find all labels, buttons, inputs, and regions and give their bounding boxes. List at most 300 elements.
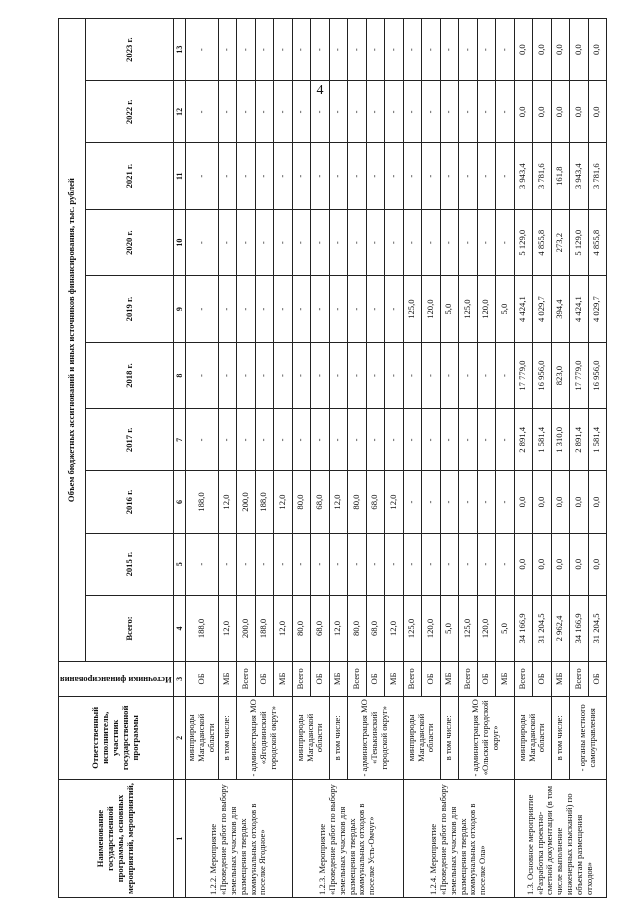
year-value-cell: - — [403, 81, 422, 143]
total-value-cell: 31 204,5 — [588, 595, 607, 661]
year-value-cell: 188,0 — [185, 471, 218, 533]
program-name-cell: 1.2.2. Мероприятие «Проведение работ по выбору земельных участков для размещения твердых коммунальных отходов в поселке Ягодное» — [185, 780, 292, 898]
year-value-cell: 0,0 — [588, 471, 607, 533]
year-value-cell: - — [292, 276, 311, 342]
total-value-cell: 120,0 — [477, 595, 496, 661]
year-value-cell: - — [329, 143, 348, 209]
year-value-cell: - — [366, 533, 385, 595]
year-value-cell: - — [496, 342, 515, 408]
program-name-cell: 1.2.4. Мероприятие «Проведение работ по выбору земельных участков для размещения твердых коммунальных отходов в поселке Ола» — [403, 780, 514, 898]
year-value-cell: 0,0 — [551, 533, 570, 595]
year-value-cell: - — [237, 533, 256, 595]
total-value-cell: 68,0 — [311, 595, 330, 661]
responsible-cell: в том числе: — [440, 696, 459, 780]
year-value-cell: - — [311, 533, 330, 595]
year-value-cell: - — [329, 533, 348, 595]
year-value-cell: - — [477, 209, 496, 275]
total-value-cell: 12,0 — [218, 595, 237, 661]
year-value-cell: 0,0 — [514, 471, 533, 533]
year-value-cell: - — [403, 143, 422, 209]
year-value-cell: - — [218, 143, 237, 209]
year-value-cell: - — [292, 143, 311, 209]
year-value-cell: - — [496, 471, 515, 533]
total-value-cell: 68,0 — [366, 595, 385, 661]
column-index-cell: 7 — [173, 409, 185, 471]
year-value-cell: - — [366, 342, 385, 408]
header-year: 2020 г. — [86, 209, 173, 275]
year-value-cell: - — [366, 409, 385, 471]
column-index-cell: 8 — [173, 342, 185, 408]
year-value-cell: - — [477, 19, 496, 81]
year-value-cell: 0,0 — [551, 471, 570, 533]
table-row — [570, 19, 589, 898]
table-row — [440, 19, 459, 898]
year-value-cell: - — [311, 276, 330, 342]
header-responsible: Ответственный исполнитель, участник государственной программы — [59, 696, 174, 780]
responsible-cell: - органы местного самоуправления — [570, 696, 607, 780]
year-value-cell: - — [496, 409, 515, 471]
header-year: 2016 г. — [86, 471, 173, 533]
year-value-cell: - — [218, 533, 237, 595]
year-value-cell: - — [185, 209, 218, 275]
year-value-cell: 4 855,8 — [588, 209, 607, 275]
source-cell: МБ — [329, 662, 348, 696]
year-value-cell: - — [385, 19, 404, 81]
year-value-cell: 1 581,4 — [533, 409, 552, 471]
program-name-cell: 1.2.3. Мероприятие «Проведение работ по выбору земельных участков для размещения твердых коммунальных отходов в поселке Усть-Омчуг» — [292, 780, 403, 898]
year-value-cell: - — [477, 471, 496, 533]
column-index-cell: 11 — [173, 143, 185, 209]
source-cell: МБ — [551, 662, 570, 696]
header-year: 2018 г. — [86, 342, 173, 408]
year-value-cell: - — [477, 81, 496, 143]
year-value-cell: - — [218, 19, 237, 81]
table-row — [218, 19, 237, 898]
year-value-cell: - — [218, 342, 237, 408]
year-value-cell: - — [459, 143, 478, 209]
year-value-cell: - — [422, 342, 441, 408]
year-value-cell: - — [311, 209, 330, 275]
year-value-cell: - — [477, 143, 496, 209]
year-value-cell: - — [329, 409, 348, 471]
responsible-cell: - администрация МО «Тенькинский городской округ» — [348, 696, 404, 780]
year-value-cell: - — [218, 409, 237, 471]
year-value-cell: - — [496, 143, 515, 209]
year-value-cell: - — [348, 209, 367, 275]
source-cell: ОБ — [588, 662, 607, 696]
year-value-cell: - — [440, 143, 459, 209]
year-value-cell: 120,0 — [422, 276, 441, 342]
source-cell: МБ — [440, 662, 459, 696]
column-index-cell: 3 — [173, 662, 185, 696]
responsible-cell: минприроды Магаданской области — [185, 696, 218, 780]
source-cell: Всего — [237, 662, 256, 696]
year-value-cell: 0,0 — [514, 19, 533, 81]
total-value-cell: 12,0 — [274, 595, 293, 661]
year-value-cell: - — [422, 533, 441, 595]
year-value-cell: - — [403, 209, 422, 275]
year-value-cell: - — [255, 209, 274, 275]
year-value-cell: - — [422, 209, 441, 275]
year-value-cell: 5 129,0 — [570, 209, 589, 275]
year-value-cell: - — [292, 209, 311, 275]
funding-table — [58, 18, 607, 898]
year-value-cell: - — [348, 276, 367, 342]
year-value-cell: 188,0 — [255, 471, 274, 533]
year-value-cell: - — [274, 342, 293, 408]
year-value-cell: - — [274, 276, 293, 342]
year-value-cell: - — [329, 81, 348, 143]
page-number: 4 — [316, 83, 324, 98]
table-row — [348, 19, 367, 898]
total-value-cell: 5,0 — [496, 595, 515, 661]
year-value-cell: - — [440, 342, 459, 408]
year-value-cell: - — [422, 409, 441, 471]
year-value-cell: - — [237, 342, 256, 408]
source-cell: МБ — [496, 662, 515, 696]
year-value-cell: 12,0 — [274, 471, 293, 533]
year-value-cell: - — [366, 209, 385, 275]
year-value-cell: - — [185, 19, 218, 81]
total-value-cell: 200,0 — [237, 595, 256, 661]
year-value-cell: - — [477, 342, 496, 408]
source-cell: МБ — [218, 662, 237, 696]
year-value-cell: - — [274, 19, 293, 81]
year-value-cell: - — [255, 143, 274, 209]
year-value-cell: 17 779,0 — [514, 342, 533, 408]
year-value-cell: - — [366, 276, 385, 342]
year-value-cell: - — [255, 533, 274, 595]
column-index-cell: 2 — [173, 696, 185, 780]
year-value-cell: 0,0 — [588, 19, 607, 81]
year-value-cell: - — [218, 276, 237, 342]
year-value-cell: - — [403, 471, 422, 533]
source-cell: Всего — [292, 662, 311, 696]
year-value-cell: 4 424,1 — [514, 276, 533, 342]
year-value-cell: - — [311, 409, 330, 471]
column-index-cell: 6 — [173, 471, 185, 533]
total-value-cell: 31 204,5 — [533, 595, 552, 661]
year-value-cell: 273,2 — [551, 209, 570, 275]
year-value-cell: - — [292, 409, 311, 471]
responsible-cell: - администрация МО «Ольский городской округ» — [459, 696, 515, 780]
column-index-cell: 10 — [173, 209, 185, 275]
header-source-label: Источники финансирования — [60, 674, 172, 685]
year-value-cell: - — [440, 81, 459, 143]
year-value-cell: - — [311, 81, 330, 143]
year-value-cell: 5,0 — [440, 276, 459, 342]
source-cell: Всего — [570, 662, 589, 696]
year-value-cell: - — [440, 209, 459, 275]
year-value-cell: 3 781,6 — [533, 143, 552, 209]
source-cell: МБ — [274, 662, 293, 696]
year-value-cell: - — [459, 471, 478, 533]
total-value-cell: 34 166,9 — [570, 595, 589, 661]
year-value-cell: - — [237, 19, 256, 81]
year-value-cell: 4 424,1 — [570, 276, 589, 342]
year-value-cell: - — [422, 471, 441, 533]
year-value-cell: - — [348, 533, 367, 595]
year-value-cell: - — [329, 276, 348, 342]
header-funding-title: Объем бюджетных ассигнований и иных источников финансирования, тыс. рублей — [59, 19, 86, 662]
responsible-cell: в том числе: — [218, 696, 237, 780]
year-value-cell: - — [218, 81, 237, 143]
total-value-cell: 125,0 — [403, 595, 422, 661]
year-value-cell: - — [403, 409, 422, 471]
table-row — [329, 19, 348, 898]
year-value-cell: - — [496, 209, 515, 275]
year-value-cell: - — [274, 409, 293, 471]
total-value-cell: 125,0 — [459, 595, 478, 661]
year-value-cell: 1 581,4 — [588, 409, 607, 471]
year-value-cell: - — [292, 342, 311, 408]
year-value-cell: - — [348, 19, 367, 81]
source-cell: МБ — [385, 662, 404, 696]
responsible-cell: в том числе: — [551, 696, 570, 780]
year-value-cell: - — [440, 533, 459, 595]
source-cell: Всего — [514, 662, 533, 696]
year-value-cell: - — [237, 81, 256, 143]
year-value-cell: 4 029,7 — [533, 276, 552, 342]
total-value-cell: 120,0 — [422, 595, 441, 661]
year-value-cell: - — [366, 81, 385, 143]
year-value-cell: 12,0 — [385, 471, 404, 533]
year-value-cell: 125,0 — [459, 276, 478, 342]
year-value-cell: - — [385, 276, 404, 342]
year-value-cell: 68,0 — [311, 471, 330, 533]
year-value-cell: 0,0 — [588, 81, 607, 143]
year-value-cell: - — [329, 342, 348, 408]
year-value-cell: 0,0 — [533, 471, 552, 533]
year-value-cell: - — [385, 533, 404, 595]
year-value-cell: - — [385, 81, 404, 143]
responsible-cell: минприроды Магаданской области — [403, 696, 440, 780]
header-year: 2015 г. — [86, 533, 173, 595]
year-value-cell: - — [255, 81, 274, 143]
rotated-table-container — [58, 18, 602, 898]
source-cell: Всего — [348, 662, 367, 696]
header-year: 2023 г. — [86, 19, 173, 81]
year-value-cell: 68,0 — [366, 471, 385, 533]
year-value-cell: 125,0 — [403, 276, 422, 342]
year-value-cell: 5 129,0 — [514, 209, 533, 275]
year-value-cell: - — [329, 19, 348, 81]
source-cell: ОБ — [255, 662, 274, 696]
year-value-cell: - — [459, 209, 478, 275]
year-value-cell: 0,0 — [533, 19, 552, 81]
year-value-cell: - — [496, 19, 515, 81]
column-index-cell: 12 — [173, 81, 185, 143]
year-value-cell: 0,0 — [570, 19, 589, 81]
year-value-cell: - — [274, 81, 293, 143]
year-value-cell: 0,0 — [533, 533, 552, 595]
year-value-cell: 0,0 — [533, 81, 552, 143]
header-year: 2022 г. — [86, 81, 173, 143]
table-row — [292, 19, 311, 898]
header-source — [59, 662, 174, 696]
year-value-cell: - — [274, 209, 293, 275]
source-cell: ОБ — [533, 662, 552, 696]
total-value-cell: 5,0 — [440, 595, 459, 661]
year-value-cell: - — [440, 19, 459, 81]
column-index-cell: 9 — [173, 276, 185, 342]
table-row — [403, 19, 422, 898]
year-value-cell: - — [185, 81, 218, 143]
year-value-cell: - — [496, 533, 515, 595]
total-value-cell: 2 962,4 — [551, 595, 570, 661]
year-value-cell: 0,0 — [514, 81, 533, 143]
responsible-cell: минприроды Магаданской области — [292, 696, 329, 780]
header-year: 2019 г. — [86, 276, 173, 342]
year-value-cell: - — [255, 276, 274, 342]
header-year: 2021 г. — [86, 143, 173, 209]
year-value-cell: - — [459, 81, 478, 143]
year-value-cell: 394,4 — [551, 276, 570, 342]
year-value-cell: 4 855,8 — [533, 209, 552, 275]
year-value-cell: 1 310,0 — [551, 409, 570, 471]
source-cell: ОБ — [422, 662, 441, 696]
year-value-cell: 3 943,4 — [570, 143, 589, 209]
total-value-cell: 80,0 — [292, 595, 311, 661]
column-index-row — [173, 19, 185, 898]
source-cell: ОБ — [185, 662, 218, 696]
year-value-cell: 5,0 — [496, 276, 515, 342]
year-value-cell: - — [311, 342, 330, 408]
total-value-cell: 34 166,9 — [514, 595, 533, 661]
year-value-cell: - — [255, 19, 274, 81]
source-cell: ОБ — [366, 662, 385, 696]
total-value-cell: 12,0 — [385, 595, 404, 661]
year-value-cell: 17 779,0 — [570, 342, 589, 408]
year-value-cell: - — [185, 342, 218, 408]
table-row — [514, 19, 533, 898]
year-value-cell: 0,0 — [570, 81, 589, 143]
year-value-cell: - — [477, 533, 496, 595]
year-value-cell: - — [422, 143, 441, 209]
header-year: 2017 г. — [86, 409, 173, 471]
year-value-cell: - — [459, 533, 478, 595]
year-value-cell: - — [385, 342, 404, 408]
year-value-cell: - — [385, 143, 404, 209]
year-value-cell: - — [459, 342, 478, 408]
source-cell: ОБ — [311, 662, 330, 696]
year-value-cell: - — [366, 143, 385, 209]
source-cell: ОБ — [477, 662, 496, 696]
year-value-cell: - — [329, 209, 348, 275]
column-index-cell: 5 — [173, 533, 185, 595]
year-value-cell: 80,0 — [292, 471, 311, 533]
year-value-cell: - — [403, 533, 422, 595]
year-value-cell: 161,8 — [551, 143, 570, 209]
year-value-cell: - — [403, 19, 422, 81]
table-body — [185, 19, 606, 898]
year-value-cell: - — [185, 533, 218, 595]
responsible-cell: минприроды Магаданской области — [514, 696, 551, 780]
year-value-cell: 2 891,4 — [514, 409, 533, 471]
table-row — [551, 19, 570, 898]
source-cell: Всего — [459, 662, 478, 696]
year-value-cell: 16 956,0 — [588, 342, 607, 408]
year-value-cell: - — [348, 409, 367, 471]
year-value-cell: - — [255, 409, 274, 471]
column-index-cell: 4 — [173, 595, 185, 661]
total-value-cell: 188,0 — [255, 595, 274, 661]
header-name: Наименование государственной программы, основных мероприятий, мероприятий, — [59, 780, 174, 898]
rotated-page — [58, 18, 602, 898]
year-value-cell: - — [311, 143, 330, 209]
year-value-cell: - — [255, 342, 274, 408]
column-index-cell: 13 — [173, 19, 185, 81]
year-value-cell: - — [348, 81, 367, 143]
year-value-cell: - — [496, 81, 515, 143]
year-value-cell: 823,0 — [551, 342, 570, 408]
year-value-cell: - — [459, 409, 478, 471]
program-name-cell: 1.3. Основное мероприятие «Разработка проектно-сметной документации (в том числе выполнение инженерных изысканий) по объектам размещения отходов» — [514, 780, 607, 898]
year-value-cell: - — [218, 209, 237, 275]
responsible-cell: - администрация МО «Ягоднинский городской округ» — [237, 696, 293, 780]
year-value-cell: - — [292, 81, 311, 143]
year-value-cell: - — [185, 143, 218, 209]
year-value-cell: 0,0 — [570, 471, 589, 533]
total-value-cell: 188,0 — [185, 595, 218, 661]
total-value-cell: 12,0 — [329, 595, 348, 661]
total-value-cell: 80,0 — [348, 595, 367, 661]
year-value-cell: - — [440, 409, 459, 471]
table-row — [459, 19, 478, 898]
table-row — [237, 19, 256, 898]
year-value-cell: - — [185, 409, 218, 471]
year-value-cell: - — [185, 276, 218, 342]
header-total: Всего: — [86, 595, 173, 661]
year-value-cell: 4 029,7 — [588, 276, 607, 342]
year-value-cell: - — [292, 533, 311, 595]
year-value-cell: 12,0 — [329, 471, 348, 533]
table-row — [185, 19, 218, 898]
year-value-cell: 80,0 — [348, 471, 367, 533]
year-value-cell: - — [385, 409, 404, 471]
year-value-cell: - — [385, 209, 404, 275]
year-value-cell: 2 891,4 — [570, 409, 589, 471]
year-value-cell: 200,0 — [237, 471, 256, 533]
responsible-cell: в том числе: — [329, 696, 348, 780]
year-value-cell: - — [237, 276, 256, 342]
year-value-cell: - — [422, 19, 441, 81]
column-index-cell: 1 — [173, 780, 185, 898]
year-value-cell: 0,0 — [570, 533, 589, 595]
year-value-cell: 0,0 — [514, 533, 533, 595]
year-value-cell: 16 956,0 — [533, 342, 552, 408]
year-value-cell: - — [274, 533, 293, 595]
year-value-cell: - — [274, 143, 293, 209]
year-value-cell: - — [477, 409, 496, 471]
year-value-cell: 3 781,6 — [588, 143, 607, 209]
year-value-cell: 0,0 — [588, 533, 607, 595]
year-value-cell: 0,0 — [551, 19, 570, 81]
year-value-cell: - — [237, 409, 256, 471]
year-value-cell: 3 943,4 — [514, 143, 533, 209]
year-value-cell: - — [237, 209, 256, 275]
year-value-cell: 120,0 — [477, 276, 496, 342]
source-cell: Всего — [403, 662, 422, 696]
year-value-cell: 12,0 — [218, 471, 237, 533]
year-value-cell: - — [311, 19, 330, 81]
year-value-cell: - — [348, 143, 367, 209]
year-value-cell: - — [459, 19, 478, 81]
year-value-cell: - — [292, 19, 311, 81]
year-value-cell: 0,0 — [551, 81, 570, 143]
year-value-cell: - — [440, 471, 459, 533]
year-value-cell: - — [403, 342, 422, 408]
